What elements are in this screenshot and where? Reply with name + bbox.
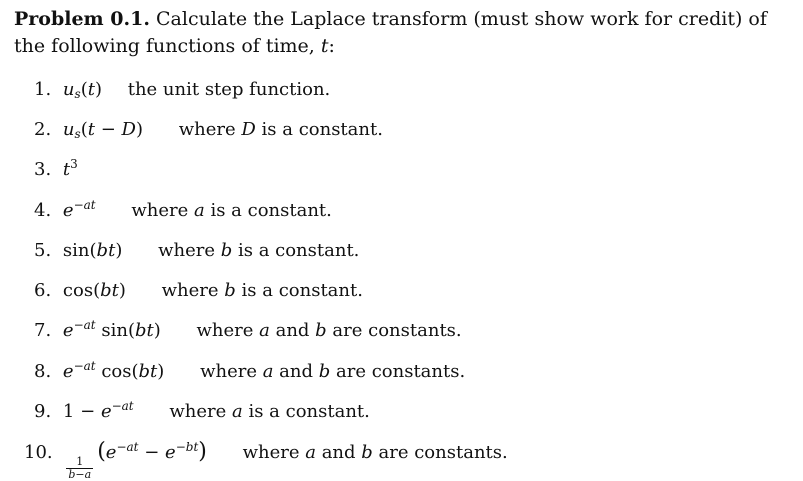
item-description: where b is a constant. [161, 280, 363, 301]
item-description: where b is a constant. [158, 240, 360, 261]
item-number: 1. [34, 79, 52, 100]
problem-label: Problem 0.1. [14, 8, 150, 30]
item-number: 9. [34, 401, 52, 422]
problem-colon: : [328, 35, 335, 57]
item-number: 10. [24, 442, 53, 463]
item-description: where a is a constant. [131, 200, 332, 221]
list-item-1 [34, 76, 330, 104]
item-number: 8. [34, 361, 52, 382]
problem-text: Calculate the Laplace transform (must show work for credit) of the following functions of time, [14, 8, 767, 57]
item-function: $t^3$ [62, 157, 78, 180]
item-function: $u_s(t)$ [62, 79, 102, 101]
item-number: 3. [34, 159, 52, 180]
item-number: 5. [34, 240, 52, 261]
item-description: where a and b are constants. [242, 442, 508, 463]
list-item-6 [34, 277, 363, 305]
item-description: the unit step function. [127, 79, 331, 100]
list-item-8 [34, 358, 465, 386]
item-number: 6. [34, 280, 52, 301]
item-function: $e^{-at}$ sin(bt) [62, 318, 161, 341]
list-item-5 [34, 237, 359, 265]
item-description: where a is a constant. [169, 401, 370, 422]
problem-statement [14, 6, 794, 60]
item-function: $\frac{1}{b-a}$ $(e^{-at} - e^{-bt})$ [68, 439, 207, 481]
item-description: where a and b are constants. [196, 320, 462, 341]
item-function: $e^{-at}$ cos(bt) [62, 359, 165, 382]
item-function: cos(bt) [62, 280, 126, 301]
item-description: where a and b are constants. [200, 361, 466, 382]
item-number: 4. [34, 200, 52, 221]
list-item-2 [34, 116, 383, 144]
item-number: 2. [34, 119, 52, 140]
list-item-7 [34, 317, 462, 345]
list-item-10 [24, 438, 508, 481]
item-function: $e^{-at}$ [62, 198, 96, 221]
item-description: where D is a constant. [178, 119, 383, 140]
fraction: $\frac{1}{b-a}$ [68, 455, 92, 481]
item-function: $1 - e^{-at}$ [62, 399, 134, 422]
item-function: sin(bt) [62, 240, 123, 261]
item-number: 7. [34, 320, 52, 341]
list-item-3 [34, 156, 78, 184]
list-item-4 [34, 197, 332, 225]
item-function: $u_s(t - D)$ [62, 119, 143, 141]
problem-variable: t [320, 35, 329, 57]
list-item-9 [34, 398, 370, 426]
